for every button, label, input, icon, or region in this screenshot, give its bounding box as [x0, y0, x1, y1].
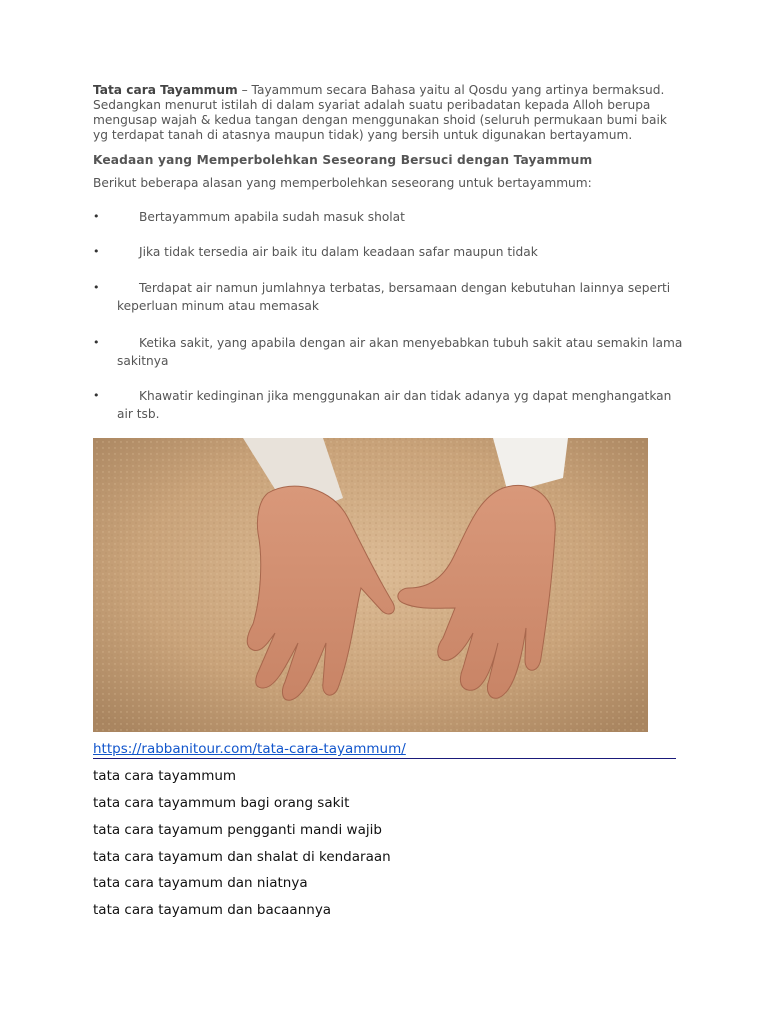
list-item — [93, 387, 683, 423]
section-heading: Keadaan yang Memperbolehkan Seseorang Bersuci dengan Tayammum — [93, 153, 593, 167]
list-item-text: Terdapat air namun jumlahnya terbatas, bersamaan dengan kebutuhan lainnya seperti keperluan minum atau memasak — [117, 281, 671, 313]
intro-text: – Tayammum secara Bahasa yaitu al Qosdu yang artinya bermaksud. Sedangkan menurut istilah di dalam syariat adalah suatu peribadatan kepada Alloh berupa mengusap wajah & kedua tangan dengan menggunakan shoid (seluruh permukaan bumi baik yg terdapat tanah di atasnya maupun tidak) yang bersih untuk digunakan bertayamum. — [93, 83, 667, 142]
bullet-icon: • — [93, 210, 100, 223]
keyword-item: tata cara tayamum dan bacaannya — [93, 902, 332, 918]
list-item — [93, 243, 683, 261]
keyword-item: tata cara tayammum — [93, 768, 237, 784]
list-item-text: Ketika sakit, yang apabila dengan air akan menyebabkan tubuh sakit atau semakin lama sakitnya — [117, 336, 683, 368]
keyword-item: tata cara tayamum dan niatnya — [93, 875, 308, 891]
bullet-icon: • — [93, 281, 100, 294]
list-item — [93, 208, 683, 226]
source-link[interactable] — [93, 741, 676, 759]
list-item-text: Khawatir kedinginan jika menggunakan air dan tidak adanya yg dapat menghangatkan air tsb. — [117, 389, 672, 421]
bullet-icon: • — [93, 245, 100, 258]
keyword-item: tata cara tayamum pengganti mandi wajib — [93, 822, 382, 838]
intro-title: Tata cara Tayammum — [93, 83, 238, 97]
intro-paragraph — [93, 83, 673, 143]
list-item — [93, 334, 683, 370]
keyword-item: tata cara tayammum bagi orang sakit — [93, 795, 350, 811]
bullet-icon: • — [93, 389, 100, 402]
hands-on-sand-photo — [93, 438, 648, 732]
keyword-item: tata cara tayamum dan shalat di kendaraan — [93, 849, 391, 865]
list-item-text: Bertayammum apabila sudah masuk sholat — [139, 210, 405, 224]
section-lead: Berikut beberapa alasan yang memperbolehkan seseorang untuk bertayammum: — [93, 176, 592, 190]
list-item — [93, 279, 683, 315]
source-link-text[interactable]: https://rabbanitour.com/tata-cara-tayammum/ — [93, 741, 406, 757]
list-item-text: Jika tidak tersedia air baik itu dalam keadaan safar maupun tidak — [139, 245, 538, 259]
bullet-icon: • — [93, 336, 100, 349]
